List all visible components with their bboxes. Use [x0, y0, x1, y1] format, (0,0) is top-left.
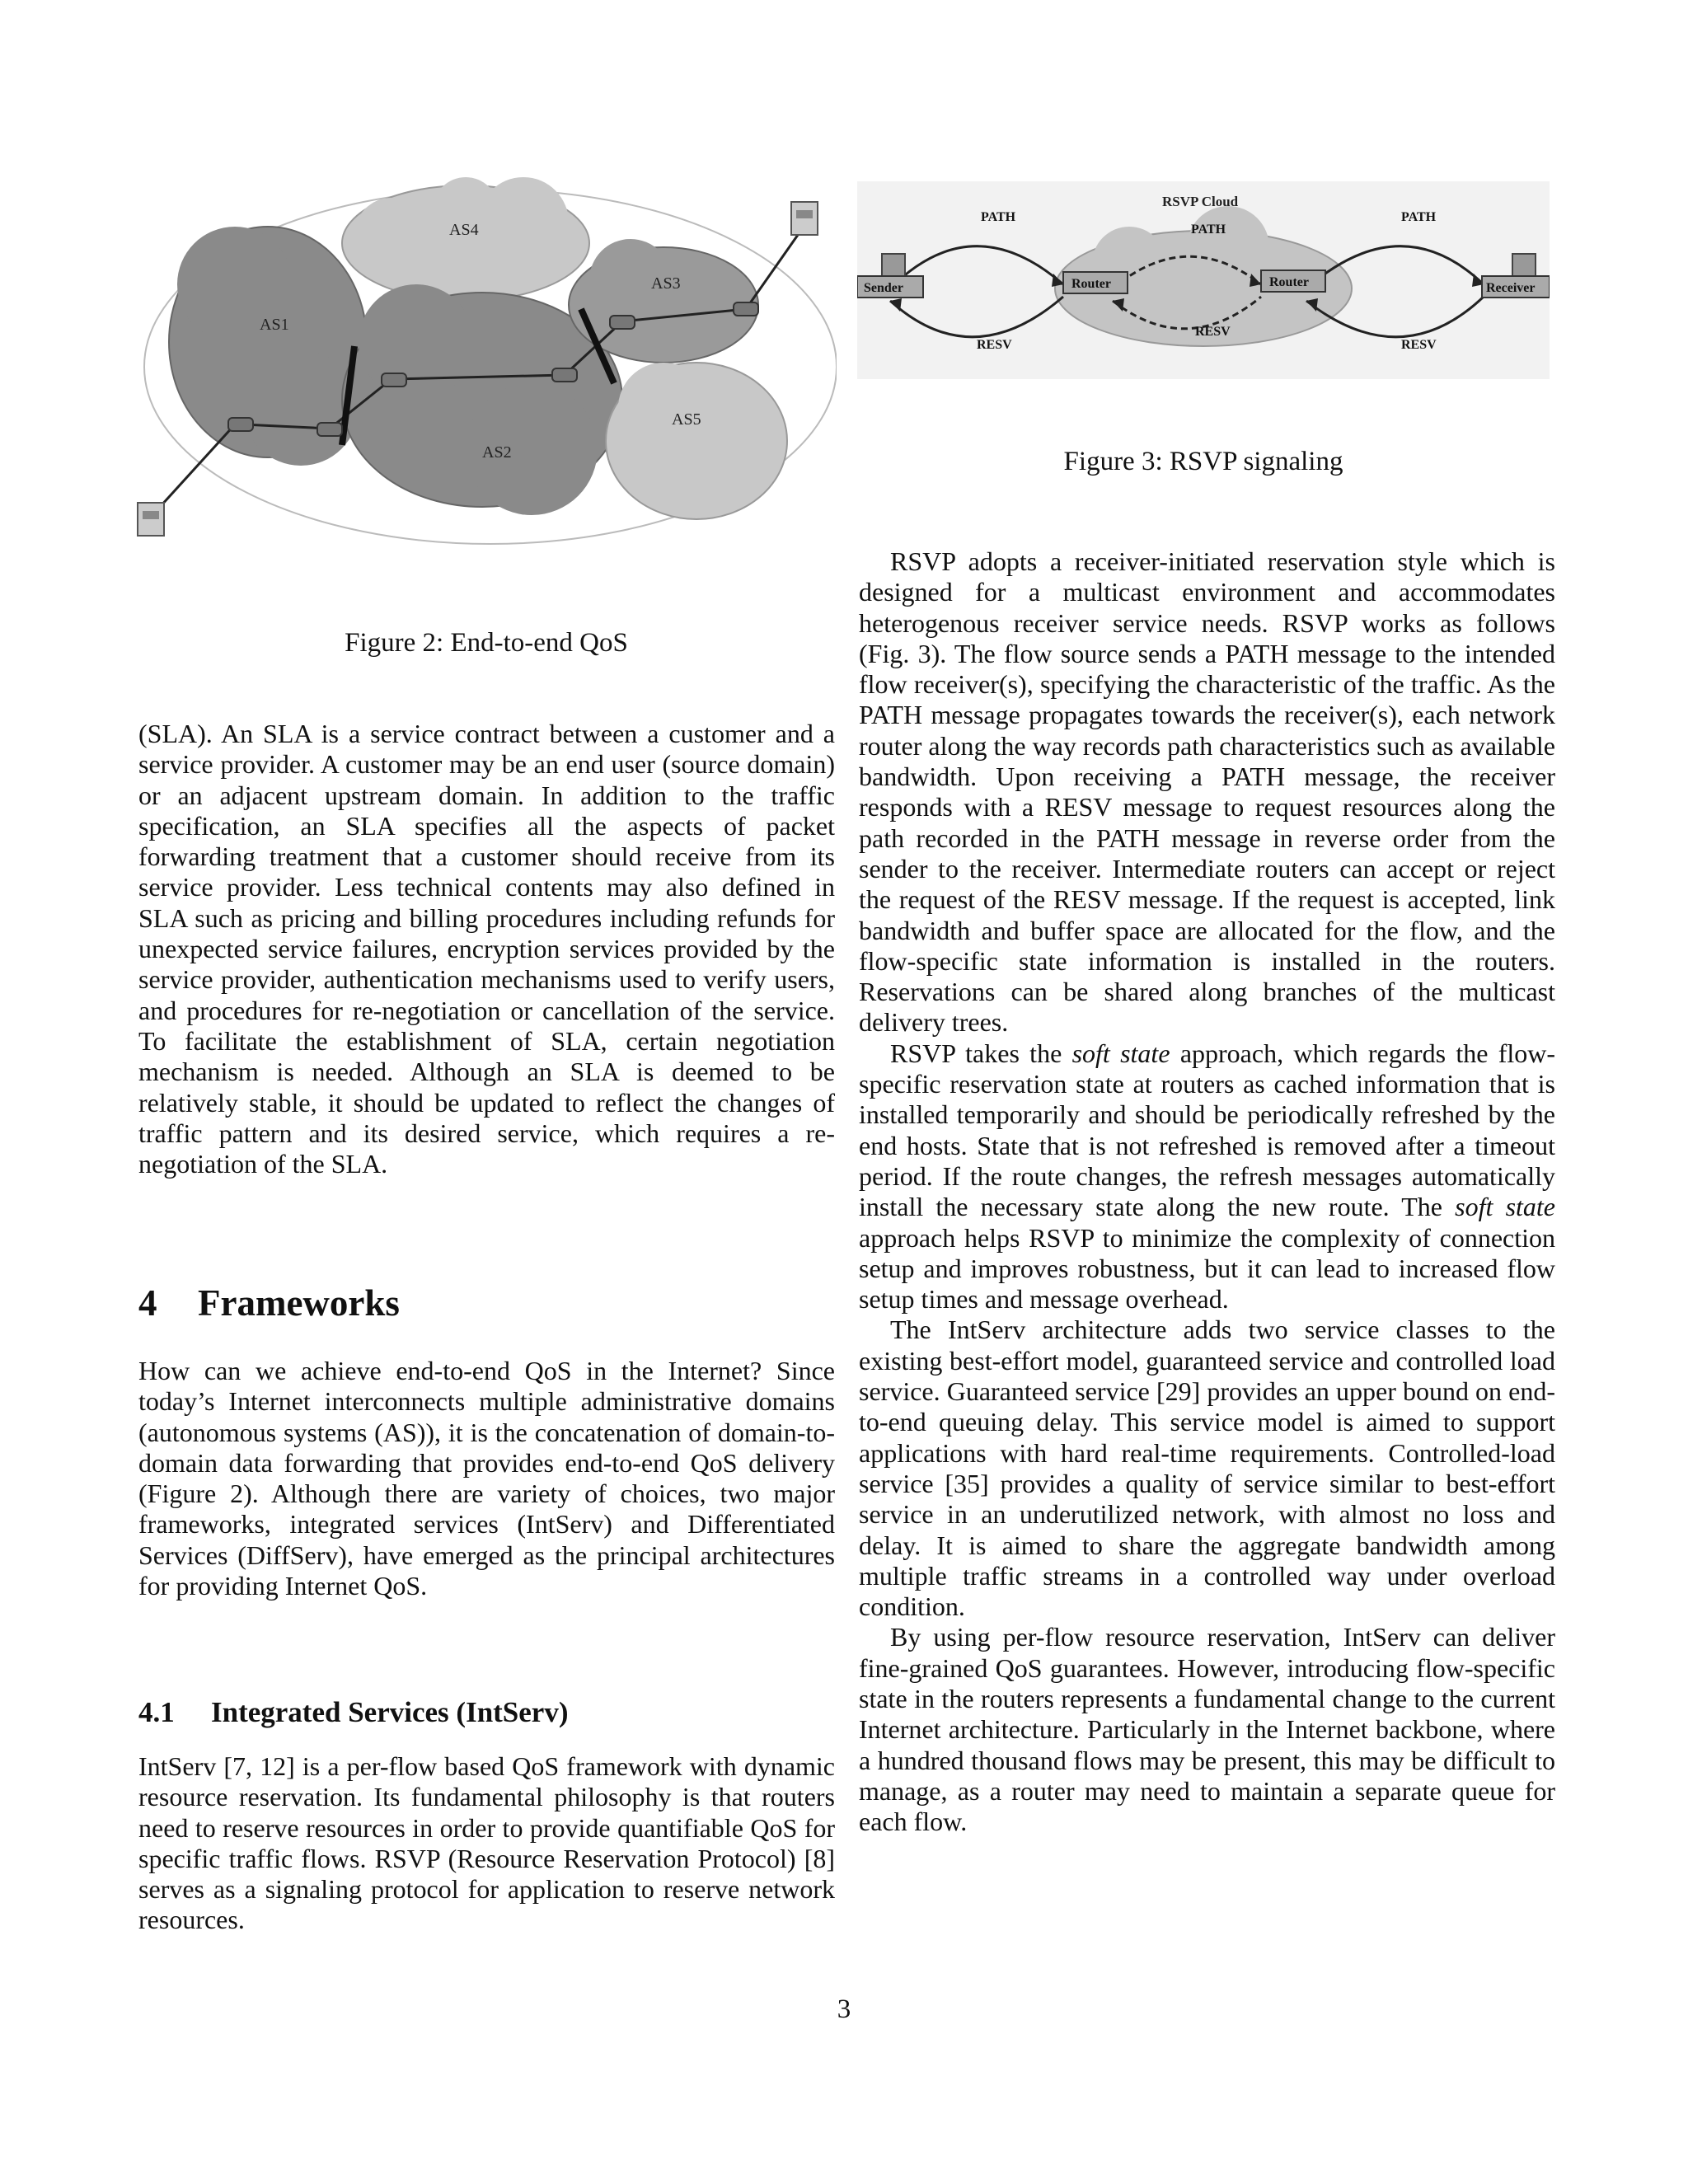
paragraph: IntServ [7, 12] is a per-flow based QoS framework with dynamic resource reservation. Its fundamental philosophy is that routers need to reserve resources in order to provide quantifiable QoS for specific traffic flows. RSVP (Resource Reservation Protocol) [8] serves as a signaling protocol for application to reserve network resources. — [138, 1751, 835, 1935]
fig3-node-sender — [857, 276, 923, 298]
as5-cloud — [606, 363, 787, 519]
fig3-resv-label-2: RESV — [1195, 325, 1231, 339]
fig3-node-router-1 — [1063, 272, 1128, 293]
fig3-path-label-3: PATH — [1401, 210, 1437, 224]
fig3-node-sender-label: Sender — [864, 281, 903, 295]
emphasis: soft state — [1071, 1038, 1170, 1068]
figure-3-caption: Figure 3: RSVP signaling — [1063, 447, 1343, 476]
fig3-node-router-1-label: Router — [1071, 277, 1111, 291]
fig2-label-as1: AS1 — [260, 316, 289, 334]
subsection-title: Integrated Services (IntServ) — [211, 1696, 569, 1728]
subsection-heading — [138, 1696, 569, 1729]
figure-3-diagram — [857, 181, 1550, 379]
left-column-sla-paragraph — [138, 719, 835, 1179]
right-column — [859, 546, 1555, 1837]
text-run: approach, which regards the flow-specific reservation state at routers as cached information that is installed temporarily and should be periodically refreshed by the end hosts. State that is not refreshed is removed after a timeout period. If the route changes, the refresh messages automatically install the necessary state along the new route. The — [859, 1038, 1556, 1222]
fig2-label-as3: AS3 — [651, 274, 681, 293]
section-number: 4 — [138, 1282, 157, 1324]
section-heading — [138, 1282, 400, 1324]
fig2-label-as4: AS4 — [449, 221, 479, 239]
fig3-path-label-1: PATH — [981, 210, 1016, 224]
figure-2-diagram — [136, 177, 837, 556]
fig3-resv-label-1: RESV — [977, 338, 1012, 352]
left-column-frameworks-paragraph — [138, 1356, 835, 1601]
fig2-label-as2: AS2 — [482, 443, 512, 462]
page-number: 3 — [837, 1994, 851, 2024]
fig3-node-receiver-label: Receiver — [1486, 281, 1536, 295]
text-run: RSVP takes the — [890, 1038, 1072, 1068]
section-title: Frameworks — [198, 1282, 400, 1324]
fig3-node-receiver — [1482, 276, 1550, 298]
fig3-node-router-2-label: Router — [1269, 275, 1309, 289]
left-column-intserv-paragraph — [138, 1751, 835, 1936]
paragraph: How can we achieve end-to-end QoS in the Internet? Since today’s Internet interconnects multiple administrative domains (autonomous systems (AS)), it is the concatenation of domain-to-domain data forwarding that provides end-to-end QoS delivery (Figure 2). Although there are variety of choices, two major frameworks, integrated services (IntServ) and Differentiated Services (DiffServ), have emerged as the principal architectures for providing Internet QoS. — [138, 1356, 835, 1601]
fig3-cloud-label: RSVP Cloud — [1162, 194, 1239, 209]
paragraph: (SLA). An SLA is a service contract between a customer and a service provider. A customer may be an end user (source domain) or an adjacent upstream domain. In addition to the traffic specification, an SLA specifies all the aspects of packet forwarding treatment that a customer should receive from its service provider. Less technical contents may also defined in SLA such as pricing and billing procedures including refunds for unexpected service failures, encryption services provided by the service provider, authentication mechanisms used to verify users, and procedures for re-negotiation or cancellation of the service. To facilitate the establishment of SLA, certain negotiation mechanism is needed. Although an SLA is deemed to be relatively stable, it should be updated to reflect the changes of traffic pattern and its desired service, which requires a re-negotiation of the SLA. — [138, 719, 835, 1179]
fig3-resv-label-3: RESV — [1401, 338, 1437, 352]
subsection-number: 4.1 — [138, 1696, 175, 1728]
host-icon — [791, 202, 818, 235]
as4-cloud — [342, 177, 589, 301]
paragraph: RSVP adopts a receiver-initiated reservation style which is designed for a multicast environment and accommodates heterogenous receiver service needs. RSVP works as follows (Fig. 3). The flow source sends a PATH message to the intended flow receiver(s), specifying the characteristic of the traffic. As the PATH message propagates towards the receiver(s), each network router along the way records path characteristics such as available bandwidth. Upon receiving a PATH message, the receiver responds with a RESV message to request resources along the path recorded in the PATH message in reverse order from the sender to the receiver. Intermediate routers can accept or reject the request of the RESV message. If the request is accepted, link bandwidth and buffer space are allocated for the flow, and the flow-specific state information is installed in the routers. Reservations can be shared along branches of the multicast delivery trees. — [859, 546, 1555, 1038]
emphasis: soft state — [1455, 1192, 1556, 1222]
fig3-path-label-2: PATH — [1191, 223, 1226, 237]
paragraph: The IntServ architecture adds two service classes to the existing best-effort model, guaranteed service and controlled load service. Guaranteed service [29] provides an upper bound on end-to-end queuing delay. This service model is aimed to support applications with hard real-time requirements. Controlled-load service [35] provides a quality of service similar to best-effort service in an underutilized network, with almost no loss and delay. It is aimed to share the aggregate bandwidth among multiple traffic streams in a controlled way under overload condition. — [859, 1315, 1555, 1622]
text-run: approach helps RSVP to minimize the complexity of connection setup and improves robustness, but it can lead to increased flow setup times and message overhead. — [859, 1222, 1555, 1315]
figure-2-caption: Figure 2: End-to-end QoS — [345, 628, 628, 658]
host-icon — [138, 503, 164, 536]
fig3-node-router-2 — [1261, 270, 1325, 292]
paragraph: By using per-flow resource reservation, IntServ can deliver fine-grained QoS guarantees. However, introducing flow-specific state in the routers represents a fundamental change to the current Internet architecture. Particularly in the Internet backbone, where a hundred thousand flows may be present, this may be difficult to manage, as a router may need to maintain a separate queue for each flow. — [859, 1622, 1555, 1837]
paragraph — [859, 1038, 1555, 1315]
fig2-label-as5: AS5 — [672, 410, 701, 429]
